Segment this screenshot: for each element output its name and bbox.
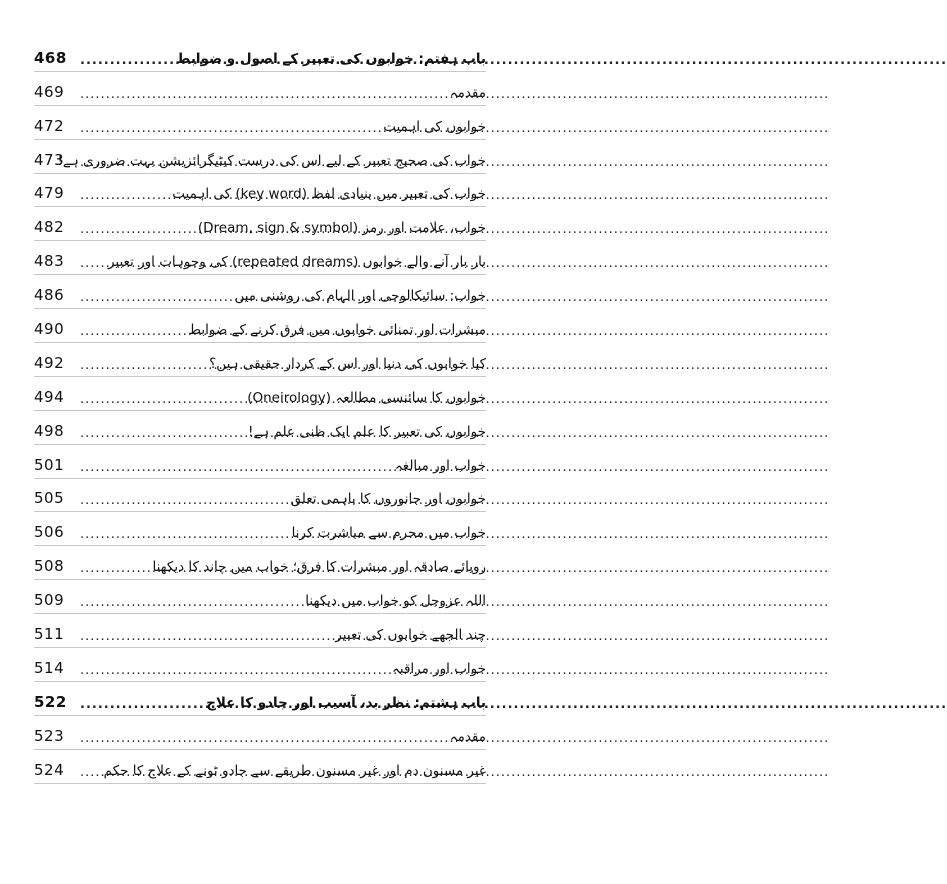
toc-row: [34, 512, 486, 546]
dot-leader: [80, 494, 287, 507]
toc-entry-title: غیر مسنون دم اور غیر مسنون طریقے سے جادو ٹونے کے علاج کا حکم: [103, 762, 486, 779]
toc-row: [34, 241, 486, 275]
toc-page-number: 469: [34, 82, 65, 101]
toc-page-number: 468: [34, 48, 67, 67]
toc-row: [34, 106, 486, 140]
toc-entry-title: مقدمہ: [449, 84, 486, 101]
toc-page-number: 498: [34, 421, 65, 440]
toc-row: [34, 614, 486, 648]
dot-leader: [80, 732, 446, 745]
toc-row: [34, 750, 486, 784]
dot-leader: [80, 325, 185, 338]
toc-entry-title: خواب کی تعبیر میں بنیادی لفظ (key word) کی اہمیت: [172, 186, 486, 203]
toc-row: [34, 174, 486, 208]
toc-row: [34, 140, 486, 174]
dot-leader: [80, 122, 379, 135]
toc-page-number: 490: [34, 320, 65, 339]
toc-page-number: 511: [34, 625, 65, 644]
toc-entry-title: باب ہشتم: نظر بد، آسیب اور جادو کا علاج: [206, 694, 486, 711]
dot-leader: [80, 630, 331, 643]
toc-entry-title: خواب: سائیکالوجی اور الہام کی روشنی میں: [234, 288, 486, 305]
toc-entry-title: چند الجھے خوابوں کی تعبیر: [335, 627, 486, 644]
toc-page-number: 508: [34, 557, 65, 576]
toc-entry-title: بار بار آنے والے خوابوں (repeated dreams) کی وجوہات اور تعبیر: [107, 254, 486, 271]
toc-row: [34, 580, 486, 614]
toc-entry-title: خواب اور مراقبہ: [391, 660, 486, 677]
dot-leader: [80, 562, 152, 575]
toc-page-number: 501: [34, 455, 65, 474]
toc-entry-title: رویائے صادقہ اور مبشرات کا فرق؛ خواب میں چاند کا دیکھنا: [152, 559, 486, 576]
toc-page-number: 524: [34, 760, 65, 779]
toc-page-number: 483: [34, 252, 65, 271]
toc-entry-title: خواب اور مبالغہ: [394, 457, 486, 474]
dot-leader: [80, 291, 230, 304]
toc-page-number: 494: [34, 387, 65, 406]
dot-leader: [80, 189, 168, 202]
toc-page-number: 522: [34, 692, 67, 711]
dot-leader: [80, 461, 391, 474]
toc-row: [34, 207, 486, 241]
dot-leader: [80, 393, 243, 406]
toc-row: [34, 72, 486, 106]
toc-page-number: 482: [34, 218, 65, 237]
dot-leader: [80, 427, 244, 440]
toc-entry-title: مقدمہ: [449, 728, 486, 745]
dot-leader: [80, 596, 301, 609]
toc-entry-title: کیا خوابوں کی دنیا اور اس کے کردار حقیقی ہیں؟: [209, 355, 486, 372]
toc-entry-title: خوابوں کی اہمیت: [383, 118, 486, 135]
toc-row: [34, 648, 486, 682]
dot-leader: [80, 698, 202, 711]
toc-row: [34, 716, 486, 750]
toc-entry-title: خوابوں کی تعبیر کا علم ایک ظنی علم ہے!: [247, 423, 486, 440]
toc-page-number: 506: [34, 523, 65, 542]
toc-page-number: 492: [34, 353, 65, 372]
toc-entry-title: خوابوں کا سائنسی مطالعہ (Oneirology): [247, 389, 486, 406]
dot-leader: [80, 664, 388, 677]
toc-entry-title: خواب میں محرم سے مباشرت کرنا: [291, 525, 486, 542]
toc-page-number: 514: [34, 658, 65, 677]
table-of-contents: [34, 38, 486, 784]
toc-page-number: 509: [34, 591, 65, 610]
toc-row: [34, 546, 486, 580]
toc-page-number: 523: [34, 726, 65, 745]
toc-entry-title: خواب، علامت اور رمز (Dream, sign & symbol): [197, 220, 486, 237]
dot-leader: [80, 88, 446, 101]
toc-row: [34, 411, 486, 445]
toc-row: [34, 343, 486, 377]
dot-leader: [80, 528, 288, 541]
toc-row: [34, 479, 486, 513]
toc-chapter-row: [34, 682, 486, 716]
toc-entry-title: خواب کی صحیح تعبیر کے لیے اس کی درست کیٹیگرائزیشن بہت ضروری ہے!: [57, 152, 486, 169]
toc-row: [34, 377, 486, 411]
toc-row: [34, 309, 486, 343]
toc-entry-title: باب ہفتم: خوابوں کی تعبیر کے اصول و ضوابط: [176, 50, 486, 67]
toc-page-number: 472: [34, 116, 65, 135]
toc-chapter-row: [34, 38, 486, 72]
toc-row: [34, 275, 486, 309]
toc-entry-title: مبشرات اور تمنائی خوابوں میں فرق کرنے کے ضوابط: [188, 322, 486, 339]
toc-entry-title: خوابوں اور جانوروں کا باہمی تعلق: [290, 491, 486, 508]
dot-leader: [80, 223, 194, 236]
dot-leader: [80, 359, 205, 372]
toc-page-number: 486: [34, 286, 65, 305]
toc-page-number: 505: [34, 489, 65, 508]
toc-page-number: 479: [34, 184, 65, 203]
toc-row: [34, 445, 486, 479]
dot-leader: [80, 54, 172, 67]
toc-page-number: 473: [34, 150, 65, 169]
toc-entry-title: اللہ عزوجل کو خواب میں دیکھنا: [305, 593, 486, 610]
